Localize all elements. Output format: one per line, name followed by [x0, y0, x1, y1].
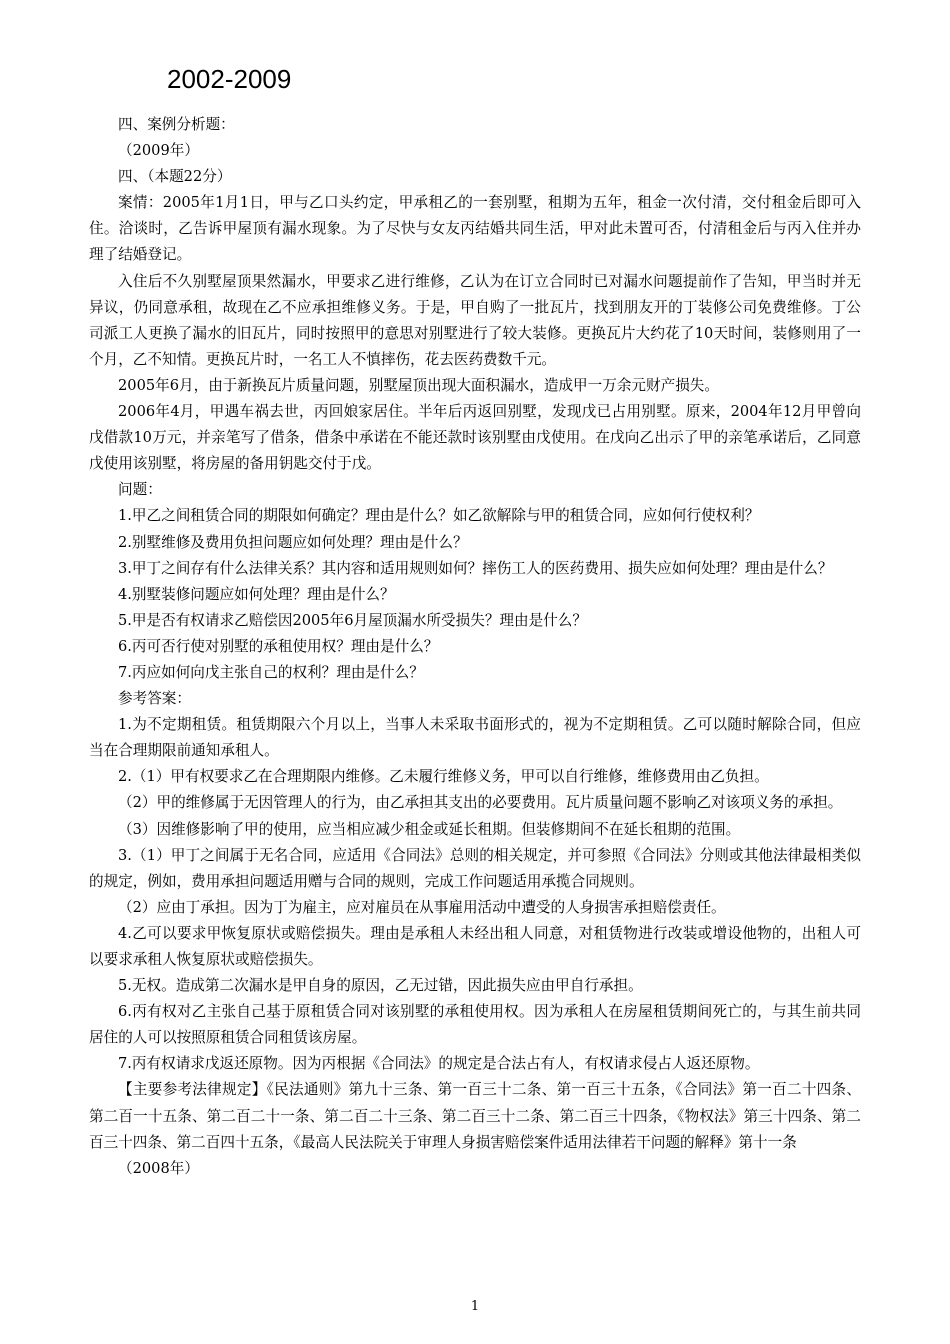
- answer-item: 4.乙可以要求甲恢复原状或赔偿损失。理由是承租人未经出租人同意，对租赁物进行改装或增设他物的，出租人可以要求承租人恢复原状或赔偿损失。: [89, 924, 861, 968]
- question-item: 3.甲丁之间存有什么法律关系？其内容和适用规则如何？摔伤工人的医药费用、损失应如何处理？理由是什么？: [118, 559, 833, 577]
- answer-item: 2.（1）甲有权要求乙在合理期限内维修。乙未履行维修义务，甲可以自行维修，维修费用由乙负担。: [118, 768, 769, 786]
- case-paragraph: 2005年6月，由于新换瓦片质量问题，别墅屋顶出现大面积漏水，造成甲一万余元财产损失。: [118, 376, 719, 394]
- answer-item: 5.无权。造成第二次漏水是甲自身的原因，乙无过错，因此损失应由甲自行承担。: [118, 977, 643, 995]
- questions-heading: 问题：: [118, 481, 162, 499]
- page-number: 1: [470, 1299, 480, 1314]
- answer-item: （2）应由丁承担。因为丁为雇主，应对雇员在从事雇用活动中遭受的人身损害承担赔偿责任。: [118, 898, 726, 916]
- case-paragraph: 案情：2005年1月1日，甲与乙口头约定，甲承租乙的一套别墅，租期为五年，租金一次付清，交付租金后即可入住。洽谈时，乙告诉甲屋顶有漏水现象。为了尽快与女友丙结婚共同生活，甲对此未置可否，付清租金后与丙入住并办理了结婚登记。: [89, 194, 861, 264]
- answers-heading: 参考答案：: [118, 690, 191, 708]
- case-paragraph: 2006年4月，甲遇车祸去世，丙回娘家居住。半年后丙返回别墅，发现戊已占用别墅。原来，2004年12月甲曾向戊借款10万元，并亲笔写了借条，借条中承诺在不能还款时该别墅由戊使用。在戊向乙出示了甲的亲笔承诺后，乙同意戊使用该别墅，将房屋的备用钥匙交付于戊。: [89, 403, 861, 473]
- question-item: 7.丙应如何向戊主张自己的权利？理由是什么？: [118, 663, 424, 681]
- document-body: [89, 112, 861, 1182]
- question-item: 5.甲是否有权请求乙赔偿因2005年6月屋顶漏水所受损失？理由是什么？: [118, 611, 587, 629]
- answer-item: 1.为不定期租赁。租赁期限六个月以上，当事人未采取书面形式的，视为不定期租赁。乙可以随时解除合同，但应当在合理期限前通知承租人。: [89, 716, 861, 760]
- document-title: 2002-2009: [167, 64, 292, 94]
- legal-references: 【主要参考法律规定】《民法通则》第九十三条、第一百三十二条、第一百三十五条，《合同法》第一百二十四条、第二百一十五条、第二百二十一条、第二百二十三条、第二百三十二条、第二百三十四条，《物权法》第三十四条、第二百三十四条、第二百四十五条，《最高人民法院关于审理人身损害赔偿案件适用法律若干问题的解释》第十一条: [89, 1081, 861, 1151]
- case-paragraph: 入住后不久别墅屋顶果然漏水，甲要求乙进行维修，乙认为在订立合同时已对漏水问题提前作了告知，甲当时并无异议，仍同意承租，故现在乙不应承担维修义务。于是，甲自购了一批瓦片，找到朋友开的丁装修公司免费维修。丁公司派工人更换了漏水的旧瓦片，同时按照甲的意思对别墅进行了较大装修。更换瓦片大约花了10天时间，装修则用了一个月，乙不知情。更换瓦片时，一名工人不慎摔伤，花去医药费数千元。: [89, 272, 861, 368]
- answer-item: （3）因维修影响了甲的使用，应当相应减少租金或延长租期。但装修期间不在延长租期的范围。: [118, 820, 741, 838]
- question-item: 2.别墅维修及费用负担问题应如何处理？理由是什么？: [118, 533, 468, 551]
- year-label: （2009年）: [118, 142, 199, 160]
- question-item: 6.丙可否行使对别墅的承租使用权？理由是什么？: [118, 637, 439, 655]
- question-item: 1.甲乙之间租赁合同的期限如何确定？理由是什么？如乙欲解除与甲的租赁合同，应如何行使权利？: [118, 507, 760, 525]
- answer-item: 7.丙有权请求戊返还原物。因为丙根据《合同法》的规定是合法占有人，有权请求侵占人返还原物。: [118, 1055, 760, 1073]
- answer-item: 6.丙有权对乙主张自己基于原租赁合同对该别墅的承租使用权。因为承租人在房屋租赁期间死亡的，与其生前共同居住的人可以按照原租赁合同租赁该房屋。: [89, 1003, 861, 1047]
- question-item: 4.别墅装修问题应如何处理？理由是什么？: [118, 585, 395, 603]
- answer-item: 3.（1）甲丁之间属于无名合同，应适用《合同法》总则的相关规定，并可参照《合同法》分则或其他法律最相类似的规定，例如，费用承担问题适用赠与合同的规则，完成工作问题适用承揽合同规则。: [89, 846, 861, 890]
- question-heading: 四、（本题22分）: [118, 168, 232, 186]
- year-label: （2008年）: [118, 1159, 199, 1177]
- section-heading: 四、案例分析题：: [118, 116, 235, 133]
- answer-item: （2）甲的维修属于无因管理人的行为，由乙承担其支出的必要费用。瓦片质量问题不影响乙对该项义务的承担。: [118, 794, 843, 812]
